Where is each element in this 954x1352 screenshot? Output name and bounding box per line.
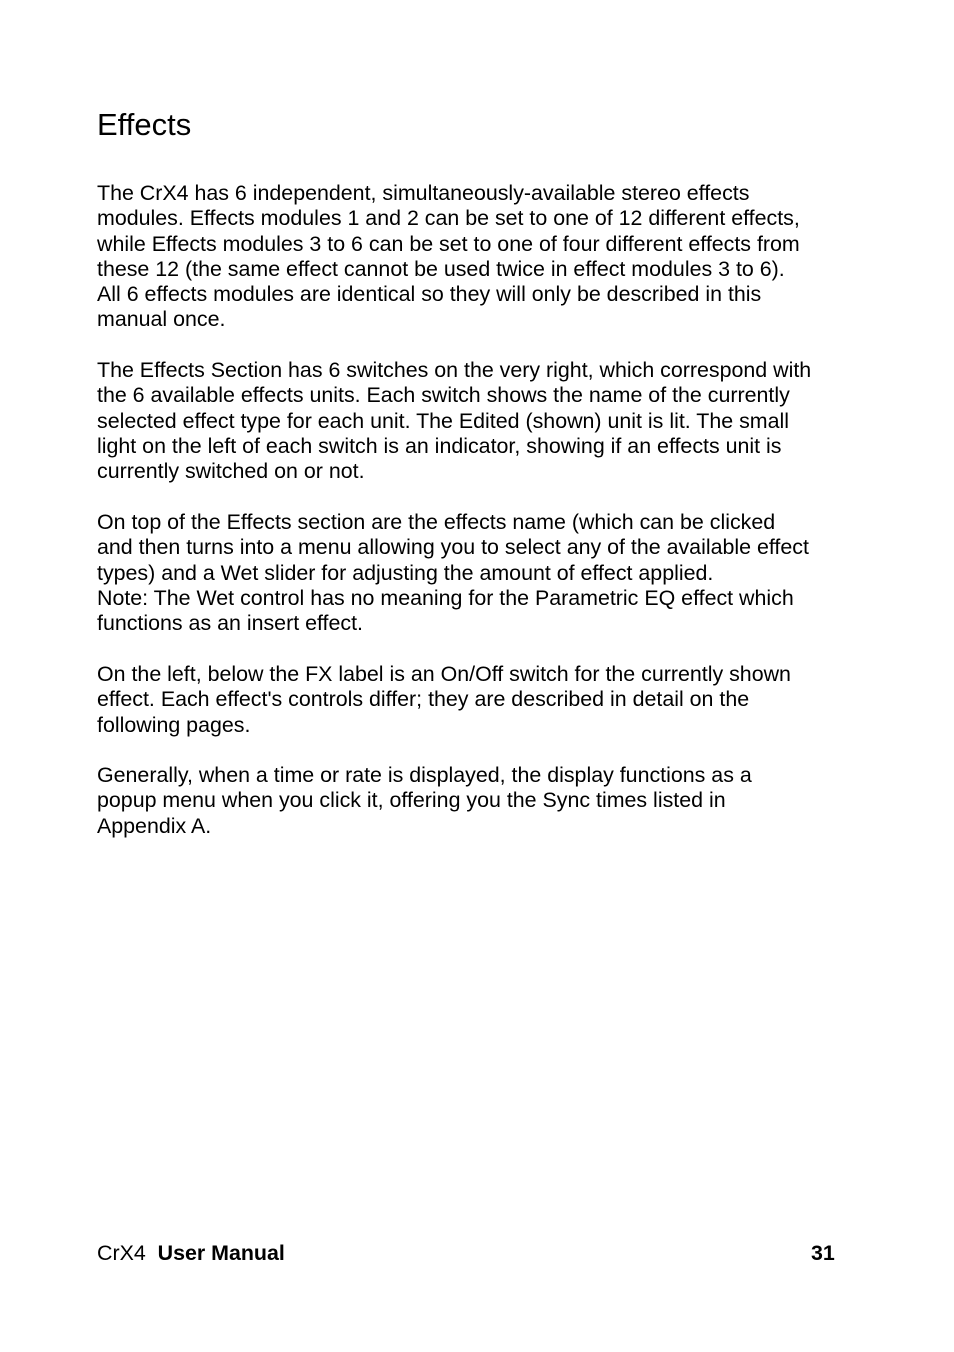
text-line: On top of the Effects section are the effects name (which can be clicked (97, 510, 776, 534)
text-line: popup menu when you click it, offering you the Sync times listed in (97, 788, 726, 813)
text-line: manual once. (97, 307, 226, 332)
text-line: selected effect type for each unit. The Edited (shown) unit is lit. The small (97, 408, 789, 433)
text-line: The Effects Section has 6 switches on the very right, which correspond with (97, 358, 812, 382)
page-number: 31 (811, 1241, 835, 1265)
text-line: On the left, below the FX label is an On/Off switch for the currently shown (97, 662, 791, 686)
text-line: types) and a Wet slider for adjusting the amount of effect applied. (97, 560, 714, 585)
text-line: The CrX4 has 6 independent, simultaneously-available stereo effects (97, 181, 750, 205)
text-line: effect. Each effect's controls differ; they are described in detail on the (97, 687, 750, 712)
text-line: functions as an insert effect. (97, 611, 363, 636)
paragraph-on-off-switch (97, 662, 791, 738)
text-line: currently switched on or not. (97, 459, 365, 484)
text-line: the 6 available effects units. Each switch shows the name of the currently (97, 383, 790, 408)
text-line: while Effects modules 3 to 6 can be set to one of four different effects from (97, 231, 800, 256)
text-line: Appendix A. (97, 813, 212, 838)
text-line: modules. Effects modules 1 and 2 can be set to one of 12 different effects, (97, 206, 800, 231)
text-line: these 12 (the same effect cannot be used twice in effect modules 3 to 6). (97, 256, 785, 281)
page-title: Effects (97, 107, 192, 142)
text-line: and then turns into a menu allowing you to select any of the available effect (97, 535, 809, 560)
text-line: following pages. (97, 712, 251, 737)
text-line: Note: The Wet control has no meaning for the Parametric EQ effect which (97, 585, 794, 610)
paragraph-sync-times (97, 763, 752, 839)
paragraph-effects-name-wet (97, 510, 809, 636)
text-line: All 6 effects modules are identical so they will only be described in this (97, 282, 762, 307)
paragraph-intro (97, 181, 800, 333)
footer-manual-label: User Manual (157, 1241, 285, 1265)
footer-product: CrX4 (97, 1241, 146, 1265)
paragraph-effects-switches (97, 358, 811, 484)
text-line: light on the left of each switch is an indicator, showing if an effects unit is (97, 433, 782, 458)
text-line: Generally, when a time or rate is displayed, the display functions as a (97, 763, 752, 787)
footer-manual-name (97, 1240, 285, 1266)
